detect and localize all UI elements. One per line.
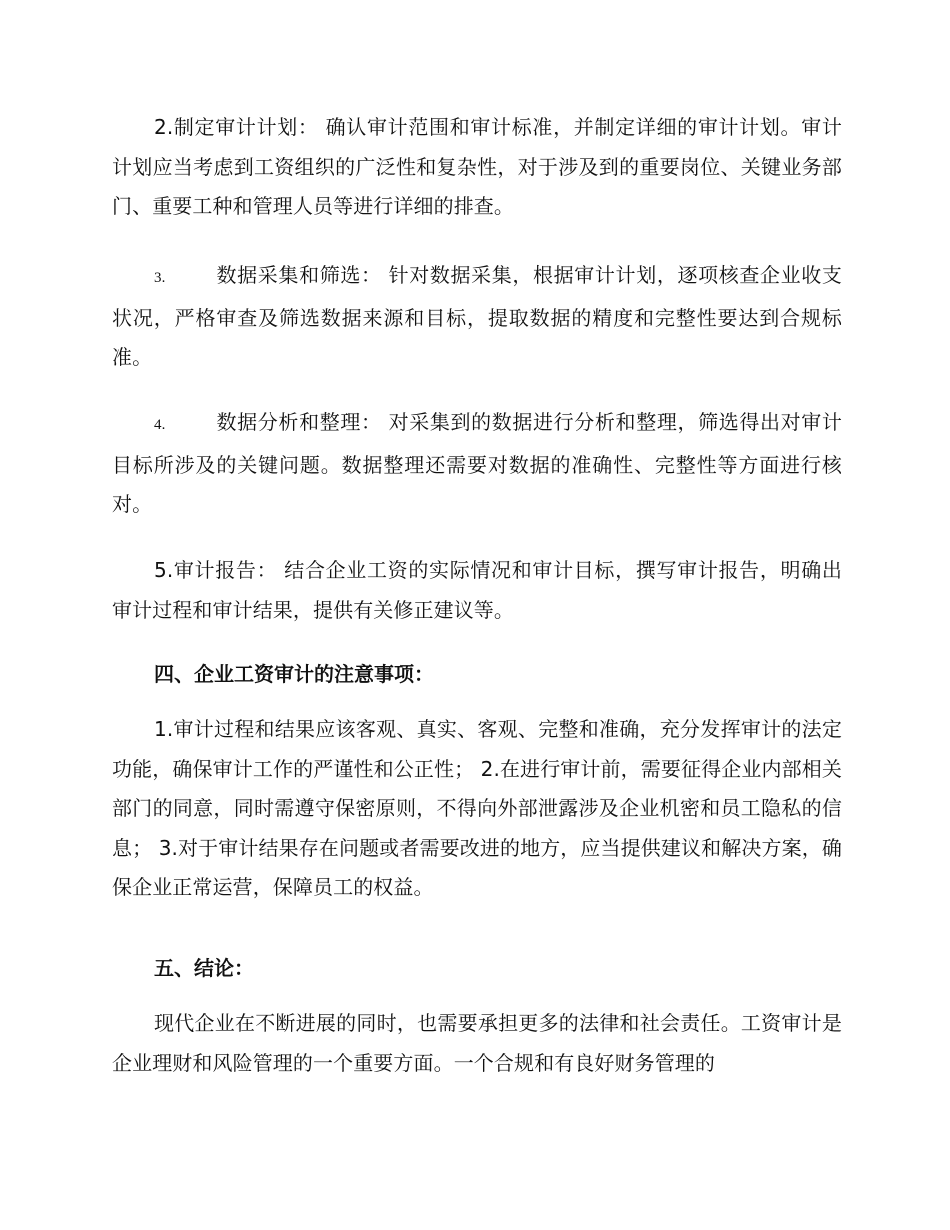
- paragraph-text: 数据采集和筛选： 针对数据采集，根据审计计划，逐项核查企业收支状况，严格审查及筛选数据来源和目标，提取数据的精度和完整性要达到合规标准。: [112, 263, 842, 369]
- list-number: 3.: [154, 270, 166, 286]
- paragraph-conclusion: [112, 1004, 842, 1083]
- list-number: 4.: [154, 417, 166, 433]
- paragraph-data-analysis: [112, 403, 842, 525]
- paragraph-data-collection: [112, 256, 842, 378]
- paragraph-notes: [112, 710, 842, 908]
- paragraph-text: 5.审计报告： 结合企业工资的实际情况和审计目标，撰写审计报告，明确出审计过程和审计结果，提供有关修正建议等。: [112, 558, 842, 622]
- paragraph-text: 数据分析和整理： 对采集到的数据进行分析和整理，筛选得出对审计目标所涉及的关键问题。数据整理还需要对数据的准确性、完整性等方面进行核对。: [112, 410, 842, 516]
- paragraph-text: 1.审计过程和结果应该客观、真实、客观、完整和准确，充分发挥审计的法定功能，确保审计工作的严谨性和公正性； 2.在进行审计前，需要征得企业内部相关部门的同意，同时需遵守保密原则，不得向外部泄露涉及企业机密和员工隐私的信息； 3.对于审计结果存在问题或者需要改进的地方，应当提供建议和解决方案，确保企业正常运营，保障员工的权益。: [112, 717, 842, 899]
- paragraph-audit-plan: [112, 108, 842, 227]
- paragraph-audit-report: [112, 551, 842, 630]
- paragraph-text: 2.制定审计计划： 确认审计范围和审计标准，并制定详细的审计计划。审计计划应当考虑到工资组织的广泛性和复杂性，对于涉及到的重要岗位、关键业务部门、重要工种和管理人员等进行详细的排查。: [112, 115, 842, 218]
- section-heading-notes: 四、企业工资审计的注意事项：: [154, 662, 434, 686]
- section-heading-conclusion: 五、结论：: [154, 956, 254, 980]
- paragraph-text: 现代企业在不断进展的同时，也需要承担更多的法律和社会责任。工资审计是企业理财和风险管理的一个重要方面。一个合规和有良好财务管理的: [112, 1011, 842, 1075]
